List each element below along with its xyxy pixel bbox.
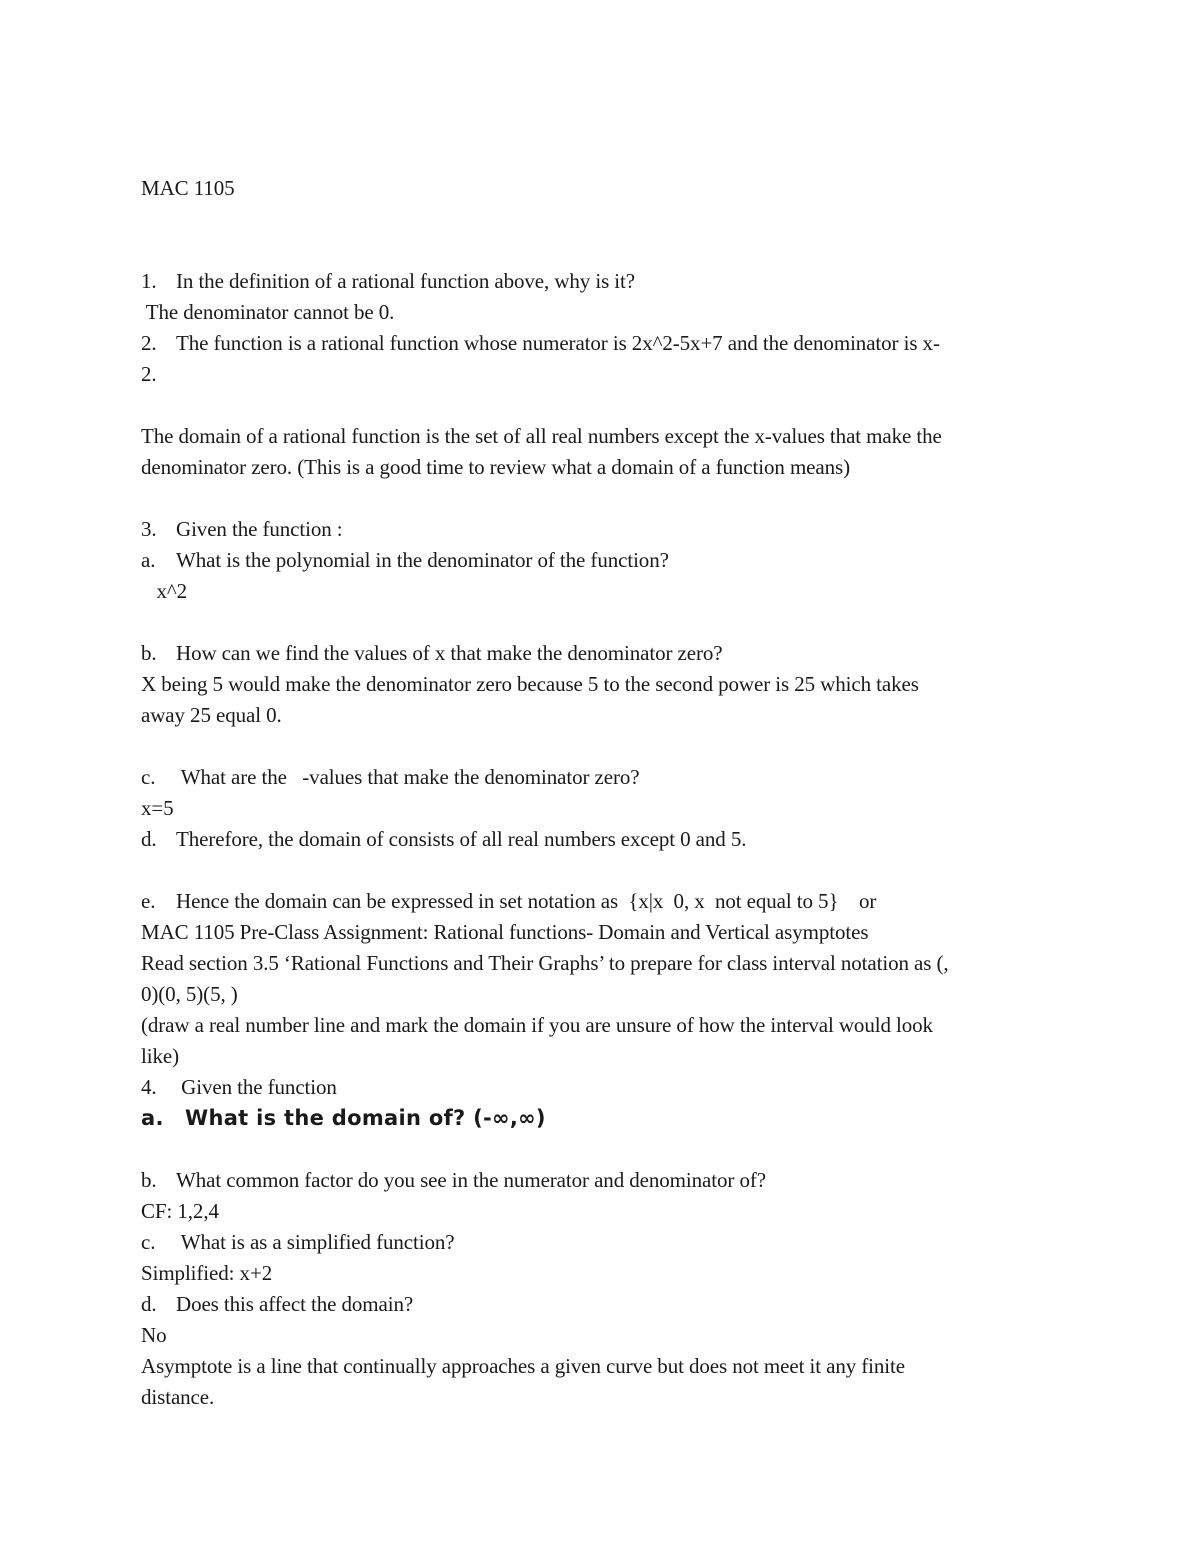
question-text: Does this affect the domain?: [176, 1292, 414, 1316]
question-letter: a.: [141, 1106, 164, 1130]
question-3c: [141, 764, 640, 790]
question-text: What common factor do you see in the numerator and denominator of?: [176, 1168, 766, 1192]
question-letter: b.: [141, 641, 157, 665]
question-text: What is as a simplified function?: [176, 1230, 455, 1254]
answer-4d: No: [141, 1323, 167, 1347]
question-4a: [141, 1105, 546, 1131]
asymptote-definition-line-2: distance.: [141, 1385, 215, 1409]
question-text: What is the polynomial in the denominator of the function?: [176, 548, 669, 572]
answer-1: The denominator cannot be 0.: [141, 300, 395, 324]
question-text: What is the domain of? (-∞,∞): [185, 1106, 546, 1130]
question-text: In the definition of a rational function above, why is it?: [176, 269, 635, 293]
question-4d: [141, 1291, 413, 1317]
question-3e: [141, 888, 876, 914]
answer-3a: x^2: [141, 579, 188, 603]
draw-note-line-1: (draw a real number line and mark the domain if you are unsure of how the interval would look: [141, 1013, 933, 1037]
question-2-continuation: 2.: [141, 362, 157, 386]
question-2: [141, 330, 940, 356]
asymptote-definition-line-1: Asymptote is a line that continually approaches a given curve but does not meet it any finite: [141, 1354, 905, 1378]
domain-definition-line-2: denominator zero. (This is a good time to review what a domain of a function means): [141, 455, 850, 479]
answer-4b: CF: 1,2,4: [141, 1199, 219, 1223]
question-1: [141, 268, 635, 294]
question-letter: c.: [141, 1230, 156, 1254]
question-text: Given the function :: [176, 517, 343, 541]
question-letter: c.: [141, 765, 156, 789]
draw-note-line-2: like): [141, 1044, 179, 1068]
read-section-line-2: 0)(0, 5)(5, ): [141, 982, 238, 1006]
question-4: [141, 1074, 337, 1100]
question-number: 4.: [141, 1075, 157, 1099]
answer-4c: Simplified: x+2: [141, 1261, 273, 1285]
question-text: The function is a rational function whose numerator is 2x^2-5x+7 and the denominator is x-: [176, 331, 940, 355]
question-letter: b.: [141, 1168, 157, 1192]
question-text: What are the -values that make the denominator zero?: [176, 765, 640, 789]
question-text: Therefore, the domain of consists of all real numbers except 0 and 5.: [176, 827, 747, 851]
question-3b: [141, 640, 723, 666]
question-3: [141, 516, 343, 542]
question-letter: e.: [141, 889, 156, 913]
read-section-line-1: Read section 3.5 ‘Rational Functions and Their Graphs’ to prepare for class interval notation as (,: [141, 951, 949, 975]
answer-3c: x=5: [141, 796, 174, 820]
question-letter: d.: [141, 1292, 157, 1316]
question-letter: a.: [141, 548, 156, 572]
question-3a: [141, 547, 669, 573]
question-number: 3.: [141, 517, 157, 541]
question-number: 1.: [141, 269, 157, 293]
question-text: How can we find the values of x that make the denominator zero?: [176, 641, 723, 665]
course-heading: MAC 1105: [141, 176, 235, 200]
domain-definition-line-1: The domain of a rational function is the set of all real numbers except the x-values that make the: [141, 424, 942, 448]
assignment-title-line: MAC 1105 Pre-Class Assignment: Rational functions- Domain and Vertical asymptotes: [141, 920, 869, 944]
question-letter: d.: [141, 827, 157, 851]
answer-3b-line-1: X being 5 would make the denominator zero because 5 to the second power is 25 which takes: [141, 672, 919, 696]
question-4b: [141, 1167, 766, 1193]
question-number: 2.: [141, 331, 157, 355]
question-text: Hence the domain can be expressed in set notation as {x|x 0, x not equal to 5} or: [176, 889, 877, 913]
question-3d: [141, 826, 746, 852]
question-4c: [141, 1229, 454, 1255]
answer-3b-line-2: away 25 equal 0.: [141, 703, 282, 727]
question-text: Given the function: [176, 1075, 337, 1099]
